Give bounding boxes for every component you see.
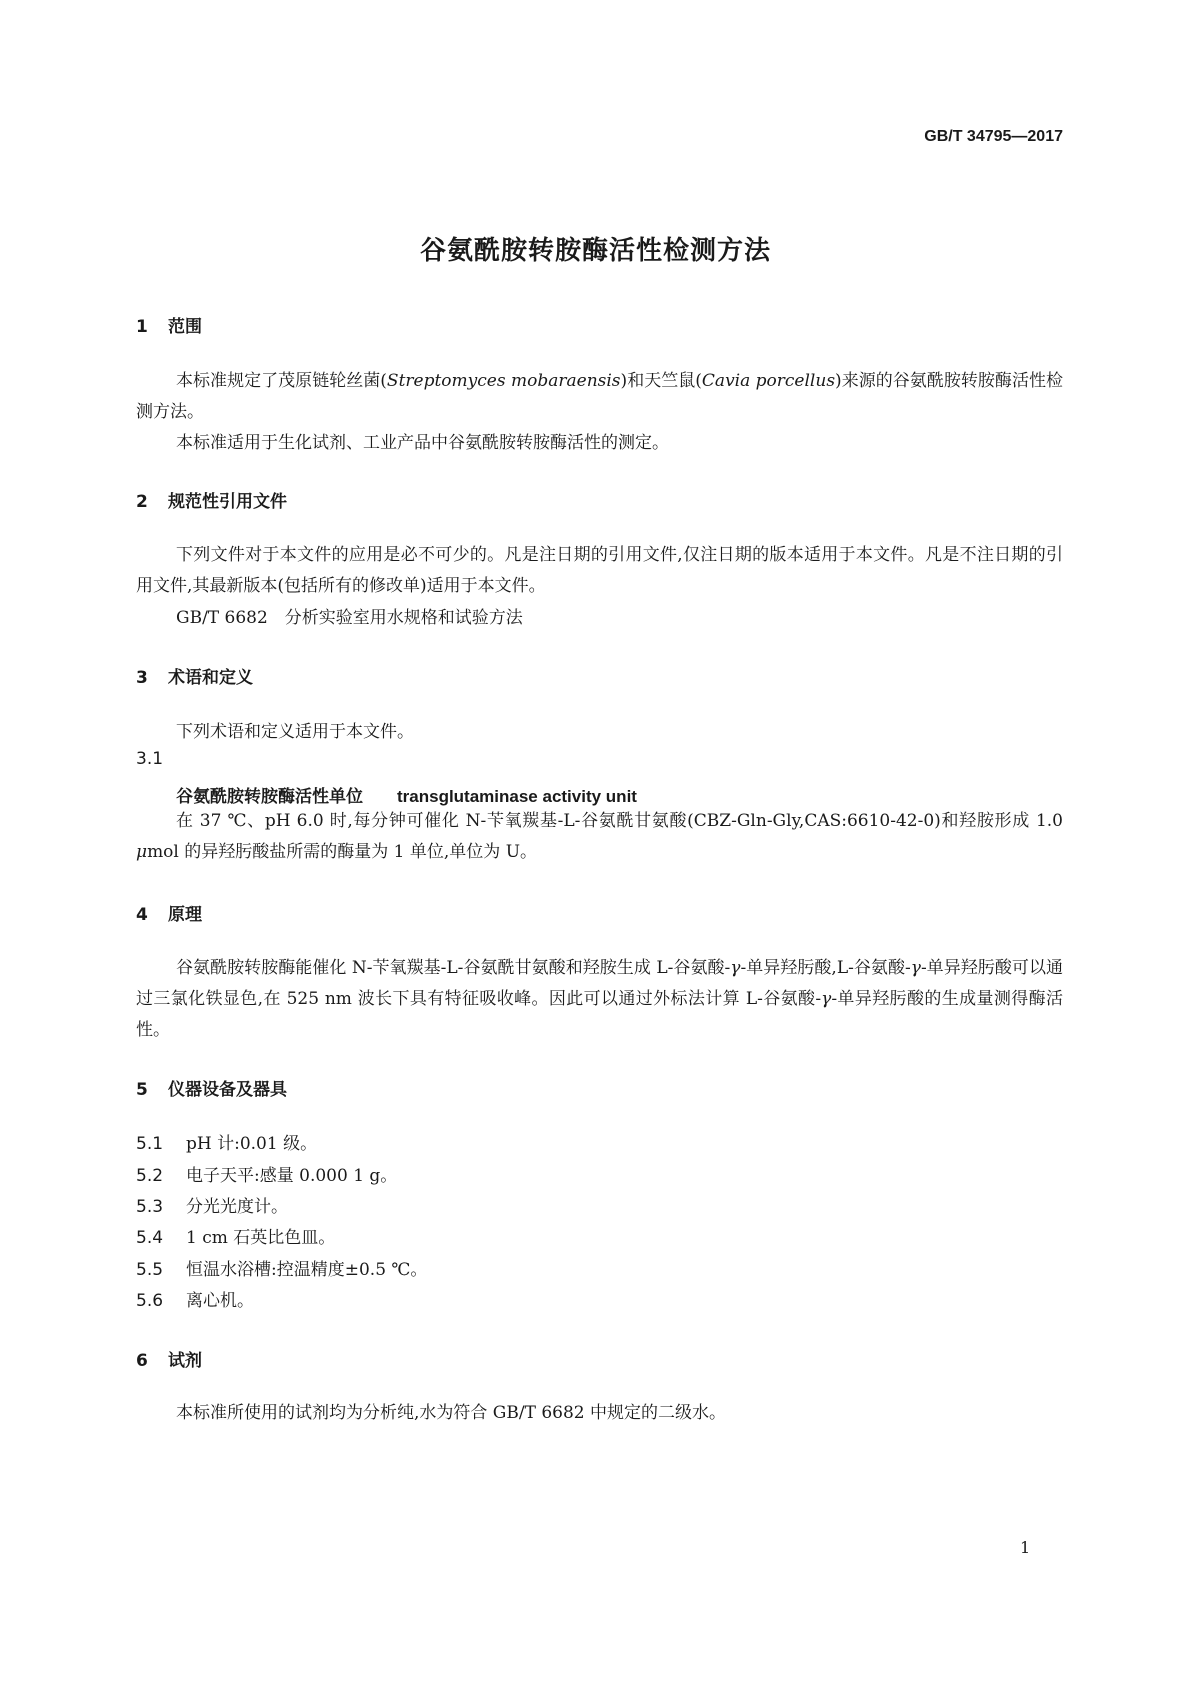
section-3-heading [136,663,253,688]
text-run: mol 的异羟肟酸盐所需的酶量为 1 单位,单位为 U。 [147,842,538,862]
section-1-paragraph-1 [136,366,1063,428]
section-title: 仪器设备及器具 [168,1080,287,1100]
equipment-item [136,1192,288,1217]
section-number: 2 [136,492,148,512]
normative-reference: GB/T 6682 分析实验室用水规格和试验方法 [176,608,523,628]
item-number: 5.5 [136,1260,164,1280]
section-title: 规范性引用文件 [168,492,287,512]
section-number: 3 [136,668,148,688]
symbol-gamma: γ [821,989,832,1009]
term-number: 3.1 [136,749,164,769]
section-title: 范围 [168,317,202,337]
equipment-item [136,1161,397,1186]
text-run: -单异羟肟酸的生成量测得酶活性。 [136,989,1063,1040]
text-run: 本标准规定了茂原链轮丝菌( [176,371,387,391]
section-title: 试剂 [168,1351,202,1371]
symbol-mu: μ [136,842,148,862]
term-chinese: 谷氨酰胺转胺酶活性单位 [176,787,363,807]
symbol-gamma: γ [910,958,921,978]
section-6-heading [136,1346,202,1371]
item-text: 离心机。 [186,1291,254,1311]
term-english: transglutaminase activity unit [397,787,637,806]
section-3-intro: 下列术语和定义适用于本文件。 [176,722,414,742]
section-5-heading [136,1075,287,1100]
text-run: -单异羟肟酸,L-谷氨酸- [740,958,911,978]
section-number: 5 [136,1080,148,1100]
section-title: 术语和定义 [168,668,253,688]
item-number: 5.4 [136,1228,164,1248]
item-number: 5.3 [136,1197,164,1217]
section-2-paragraph-1: 下列文件对于本文件的应用是必不可少的。凡是注日期的引用文件,仅注日期的版本适用于本文件。凡是不注日期的引用文件,其最新版本(包括所有的修改单)适用于本文件。 [136,545,1063,596]
section-1-paragraph-2: 本标准适用于生化试剂、工业产品中谷氨酰胺转胺酶活性的测定。 [176,433,669,453]
text-run: -单异羟肟酸可以通过三氯化铁显色,在 525 nm 波长下具有特征吸收峰。因此可以通过外标法计算 L-谷氨酸- [136,958,1063,1009]
page-number: 1 [1020,1538,1031,1557]
section-1-heading [136,312,202,337]
section-number: 6 [136,1351,148,1371]
section-4-heading [136,900,202,925]
document-title: 谷氨酰胺转胺酶活性检测方法 [419,236,771,266]
item-text: 分光光度计。 [186,1197,288,1217]
term-definition [136,806,1063,868]
text-run: )和天竺鼠( [620,371,702,391]
text-run: 谷氨酰胺转胺酶能催化 N-苄氧羰基-L-谷氨酰甘氨酸和羟胺生成 L-谷氨酸- [176,958,731,978]
item-text: 恒温水浴槽:控温精度±0.5 ℃。 [186,1260,428,1280]
scientific-name: Streptomyces mobaraensis [386,371,621,391]
section-6-paragraph: 本标准所使用的试剂均为分析纯,水为符合 GB/T 6682 中规定的二级水。 [176,1403,727,1423]
symbol-gamma: γ [730,958,741,978]
item-number: 5.1 [136,1134,164,1154]
scientific-name: Cavia porcellus [701,371,836,391]
item-text: 1 cm 石英比色皿。 [186,1228,336,1248]
standard-code: GB/T 34795—2017 [924,128,1063,145]
text-run: 在 37 ℃、pH 6.0 时,每分钟可催化 N-苄氧羰基-L-谷氨酰甘氨酸(CBZ-Gln-Gly,CAS:6610-42-0)和羟胺形成 1.0 [176,811,1063,831]
term-heading [176,782,637,807]
item-text: 电子天平:感量 0.000 1 g。 [186,1166,398,1186]
section-title: 原理 [168,905,202,925]
equipment-item [136,1223,335,1248]
item-number: 5.2 [136,1166,164,1186]
text-run: )来源的谷氨酰胺转胺酶活性检测方法。 [136,371,1063,422]
equipment-item [136,1129,317,1154]
section-4-paragraph [136,953,1063,1046]
item-text: pH 计:0.01 级。 [186,1134,318,1154]
equipment-item [136,1286,254,1311]
equipment-item [136,1255,427,1280]
section-number: 1 [136,317,148,337]
item-number: 5.6 [136,1291,164,1311]
section-2-heading [136,487,287,512]
section-number: 4 [136,905,148,925]
